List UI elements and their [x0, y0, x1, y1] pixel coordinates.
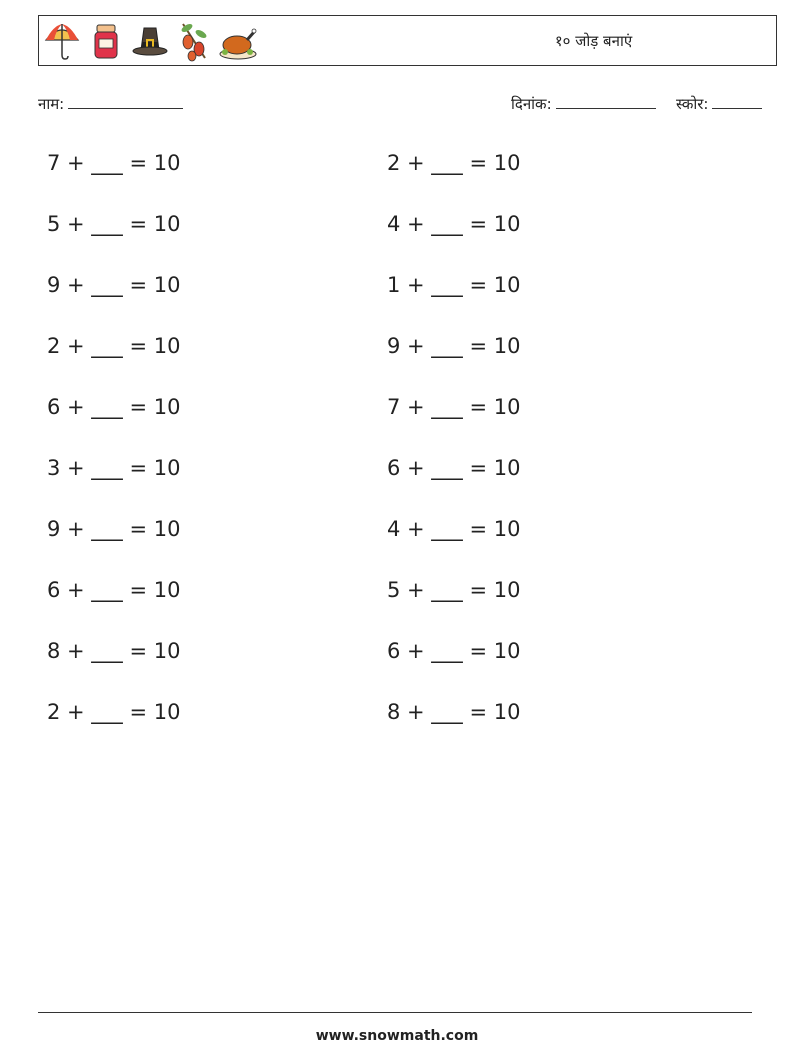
date-label: दिनांक:	[511, 95, 552, 113]
date-field	[511, 94, 656, 114]
pilgrim-hat-icon	[131, 20, 169, 62]
roast-turkey-icon	[219, 20, 257, 62]
problem-left-10: 2 + ___ = 10	[47, 700, 181, 724]
problem-left-6: 3 + ___ = 10	[47, 456, 181, 480]
problem-right-10: 8 + ___ = 10	[387, 700, 521, 724]
problem-left-1: 7 + ___ = 10	[47, 151, 181, 175]
worksheet-header	[38, 15, 777, 66]
problem-left-2: 5 + ___ = 10	[47, 212, 181, 236]
footer-divider	[38, 1012, 752, 1013]
name-blank	[68, 94, 183, 109]
worksheet-title: १० जोड़ बनाएं	[554, 32, 633, 50]
problem-right-7: 4 + ___ = 10	[387, 517, 521, 541]
problem-right-5: 7 + ___ = 10	[387, 395, 521, 419]
rosehip-branch-icon	[175, 20, 213, 62]
problem-left-9: 8 + ___ = 10	[47, 639, 181, 663]
date-blank	[556, 94, 656, 109]
problem-right-3: 1 + ___ = 10	[387, 273, 521, 297]
problem-left-3: 9 + ___ = 10	[47, 273, 181, 297]
footer-website: www.snowmath.com	[315, 1028, 479, 1044]
problem-right-6: 6 + ___ = 10	[387, 456, 521, 480]
problem-left-8: 6 + ___ = 10	[47, 578, 181, 602]
problem-right-8: 5 + ___ = 10	[387, 578, 521, 602]
name-label: नाम:	[38, 95, 65, 113]
problem-left-5: 6 + ___ = 10	[47, 395, 181, 419]
header-icons	[43, 20, 257, 62]
score-field	[676, 94, 762, 114]
score-blank	[712, 94, 762, 109]
problem-left-7: 9 + ___ = 10	[47, 517, 181, 541]
umbrella-icon	[43, 20, 81, 62]
problem-right-2: 4 + ___ = 10	[387, 212, 521, 236]
score-label: स्कोर:	[676, 95, 709, 113]
problem-right-1: 2 + ___ = 10	[387, 151, 521, 175]
problem-right-4: 9 + ___ = 10	[387, 334, 521, 358]
name-field	[38, 94, 183, 114]
problem-right-9: 6 + ___ = 10	[387, 639, 521, 663]
problem-left-4: 2 + ___ = 10	[47, 334, 181, 358]
jam-jar-icon	[87, 20, 125, 62]
